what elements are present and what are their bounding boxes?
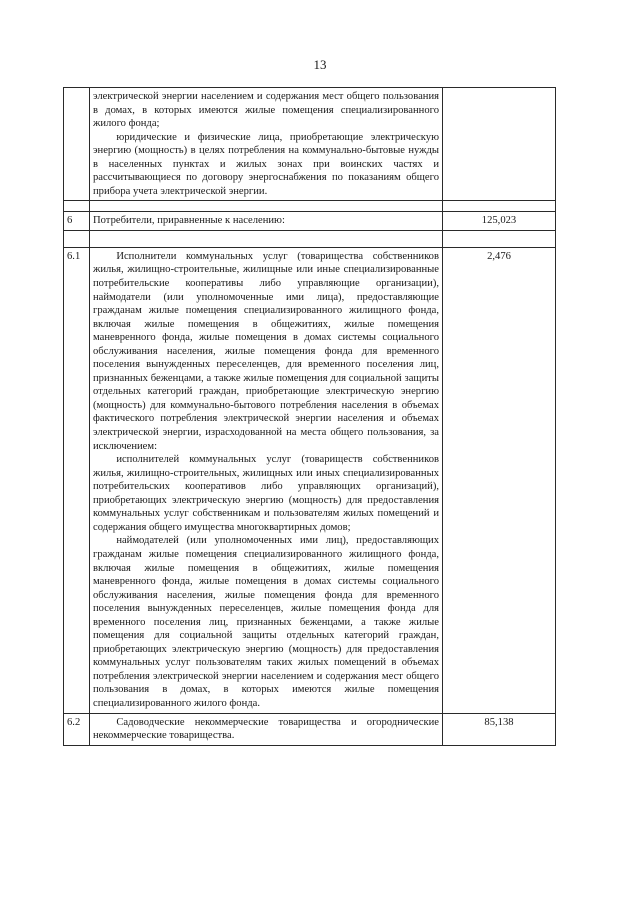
description-paragraph: юридические и физические лица, приобретающие электрическую энергию (мощность) в целях потребления на коммунально-бытовые нужды в населенных пунктах и жилых зонах при воинских частях и рассчитывающиеся по договору энергоснабжения по показаниям общего прибора учета электрической энергии. bbox=[93, 131, 439, 197]
page-number: 13 bbox=[313, 57, 327, 72]
description-paragraph: электрической энергии населением и содержания мест общего пользования в домах, в которых имеются жилые помещения специализированного жилого фонда; bbox=[93, 91, 439, 130]
row-value: 125,023 bbox=[443, 212, 556, 231]
row-description bbox=[90, 88, 443, 201]
row-description bbox=[90, 247, 443, 713]
table-row bbox=[64, 212, 556, 231]
table-spacer bbox=[64, 201, 556, 212]
description-paragraph: Садоводческие некоммерческие товарищества и огороднические некоммерческие товарищества. bbox=[93, 716, 439, 742]
description-paragraph: наймодателей (или уполномоченных ими лиц), предоставляющих гражданам жилые помещения специализированного жилищного фонда, включая жилые помещения в общежитиях, жилые помещения маневренного фонда, жилые помещения в домах системы социального обслуживания населения, жилые помещения фонда для временного поселения вынужденных переселенцев, жилые помещения фонда для временного поселения лиц, признанных беженцами, а также жилые помещения для социальной защиты отдельных категорий граждан, приобретающих электрическую энергию (мощность) для предоставления коммунальных услуг пользователям таких жилых помещений в объемах потребления электрической энергии населением и содержания мест общего пользования в домах, в которых имеются жилые помещения специализированного жилого фонда. bbox=[93, 535, 439, 709]
row-number: 6.1 bbox=[64, 247, 90, 713]
description-paragraph: Потребители, приравненные к населению: bbox=[93, 215, 285, 227]
row-value: 85,138 bbox=[443, 713, 556, 745]
description-paragraph: исполнителей коммунальных услуг (товариществ собственников жилья, жилищно-строительных, жилищных или иных специализированных потребительских кооперативов либо управляющих организаций), приобретающих электрическую энергию (мощность) для предоставления коммунальных услуг собственникам и пользователям жилых помещений и содержания общего имущества многоквартирных домов; bbox=[93, 454, 439, 533]
description-paragraph: Исполнители коммунальных услуг (товарищества собственников жилья, жилищно-строительные, жилищные или иные специализированные потребительские кооперативы либо управляющие организации), наймодатели (или уполномоченные ими лица), предоставляющие гражданам жилые помещения специализированного жилищного фонда, включая жилые помещения в общежитиях, жилые помещения маневренного фонда, жилые помещения в домах системы социального обслуживания населения, жилые помещения фонда для временного поселения вынужденных переселенцев, для временного поселения лиц, признанных беженцами, а также жилые помещения для социальной защиты отдельных категорий граждан, приобретающие электрическую энергию (мощность) для коммунально-бытового потребления населения в объемах фактического потребления электрической энергии населения и объемах электрической энергии, израсходованной на места общего пользования, за исключением: bbox=[93, 250, 439, 452]
row-description bbox=[90, 212, 443, 231]
table-row bbox=[64, 247, 556, 713]
row-number: 6.2 bbox=[64, 713, 90, 745]
table-row bbox=[64, 88, 556, 201]
row-number: 6 bbox=[64, 212, 90, 231]
tariff-table bbox=[63, 87, 556, 746]
row-description bbox=[90, 713, 443, 745]
table-spacer bbox=[64, 230, 556, 247]
table-row bbox=[64, 713, 556, 745]
row-value bbox=[443, 88, 556, 201]
row-value: 2,476 bbox=[443, 247, 556, 713]
row-number bbox=[64, 88, 90, 201]
